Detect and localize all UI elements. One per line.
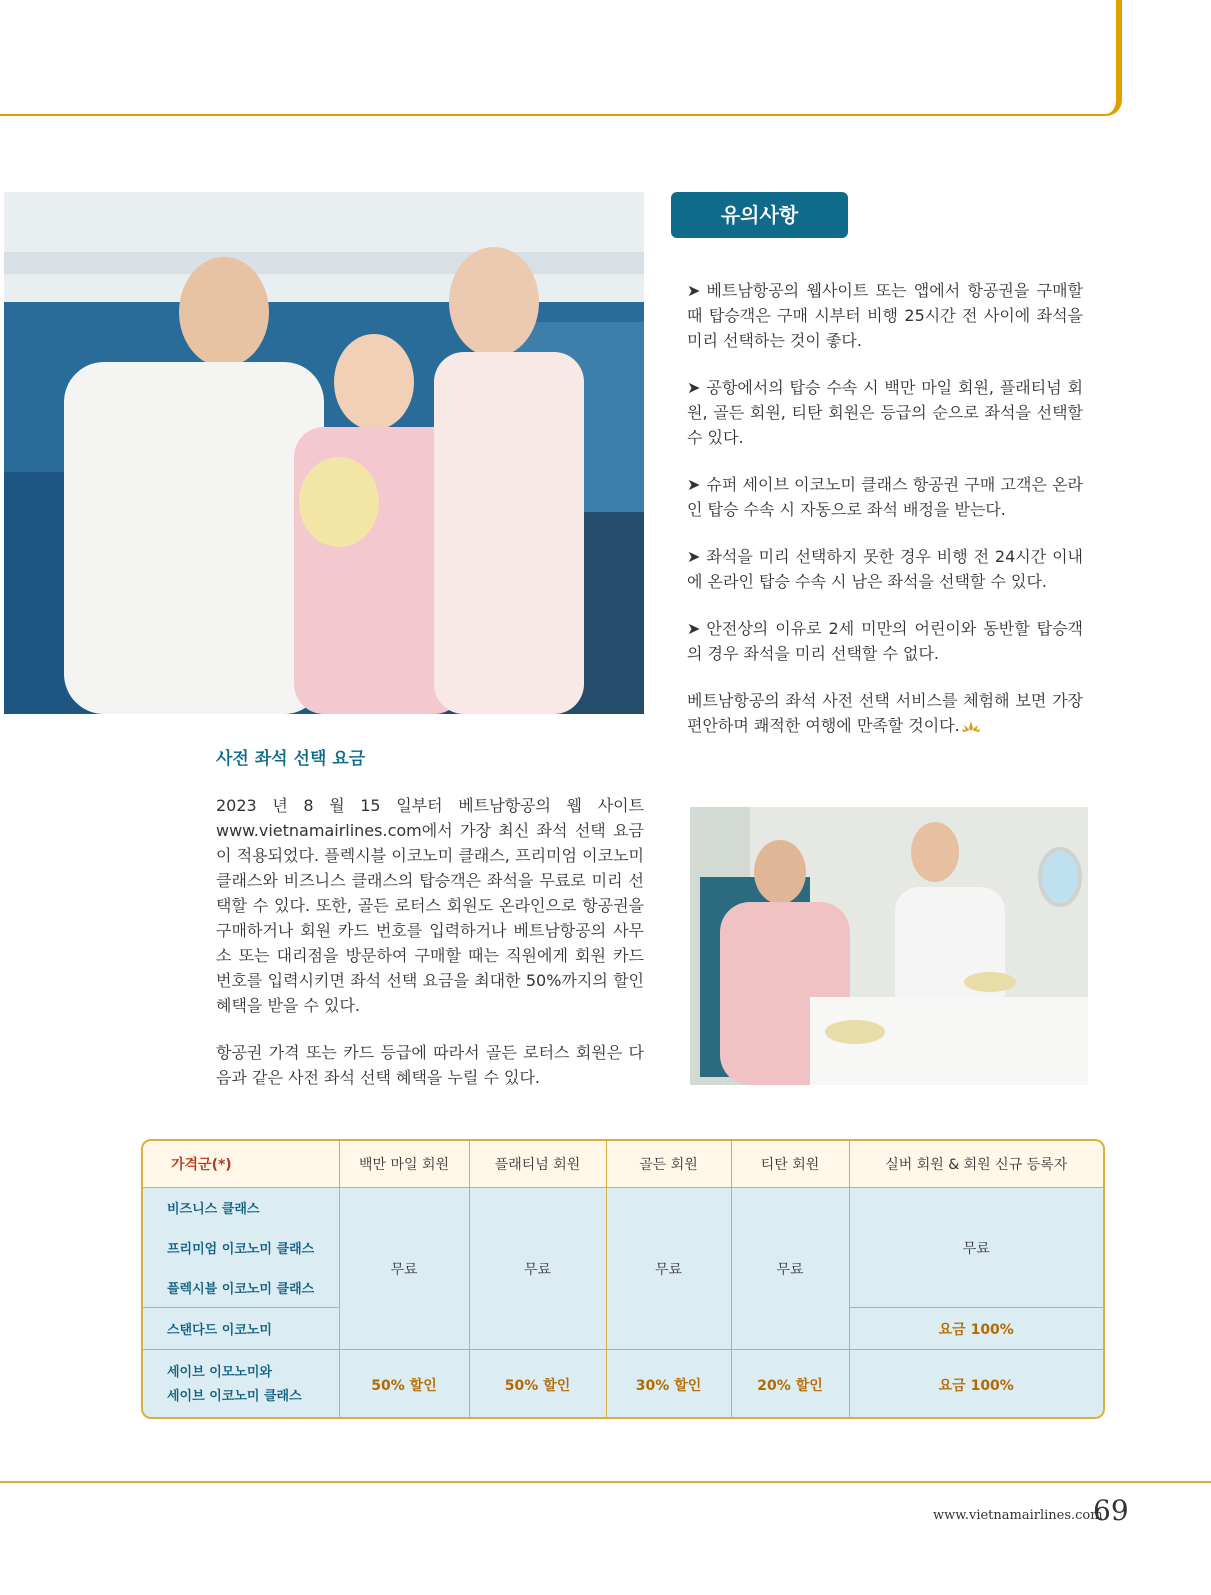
arrow-bullet-icon: ➤ xyxy=(687,378,701,397)
fee-body-text xyxy=(216,793,644,1112)
table-cell: 30% 할인 xyxy=(606,1350,731,1420)
column-header: 실버 회원 & 회원 신규 등록자 xyxy=(849,1141,1103,1188)
notice-item: ➤ 공항에서의 탑승 수속 시 백만 마일 회원, 플래티넘 회원, 골든 회원, 티탄 회원은 등급의 순으로 좌석을 선택할 수 있다. xyxy=(687,378,1083,447)
row-label: 프리미엄 이코노미 클래스 xyxy=(167,1242,315,1257)
row-label: 플렉시블 이코노미 클래스 xyxy=(167,1281,315,1297)
arrow-bullet-icon: ➤ xyxy=(687,547,701,566)
table-cell: 요금 100% xyxy=(849,1350,1103,1420)
notice-item: ➤ 슈퍼 세이브 이코노미 클래스 항공권 구매 고객은 온라인 탑승 수속 시 자동으로 좌석 배정을 받는다. xyxy=(687,475,1083,519)
column-header: 골든 회원 xyxy=(606,1141,731,1188)
table-cell: 20% 할인 xyxy=(731,1350,849,1420)
lotus-icon xyxy=(962,721,980,732)
notice-item: ➤ 안전상의 이유로 2세 미만의 어린이와 동반할 탑승객의 경우 좌석을 미리 선택할 수 없다. xyxy=(687,619,1083,663)
table-cell: 요금 100% xyxy=(849,1308,1103,1350)
closing-text: 베트남항공의 좌석 사전 선택 서비스를 체험해 보면 가장 편안하며 쾌적한 여행에 만족할 것이다. xyxy=(687,691,1083,735)
footer-divider xyxy=(0,1481,1211,1483)
row-label: 비즈니스 클래스 xyxy=(143,1188,339,1228)
family-cabin-photo xyxy=(4,192,644,714)
column-header: 티탄 회원 xyxy=(731,1141,849,1188)
arrow-bullet-icon: ➤ xyxy=(687,475,701,494)
column-header: 백만 마일 회원 xyxy=(339,1141,469,1188)
table-cell: 무료 xyxy=(606,1188,731,1350)
footer-website-link[interactable]: www.vietnamairlines.com xyxy=(933,1508,1103,1523)
row-label: 세이브 이모노미와 세이브 이코노미 클래스 xyxy=(143,1350,339,1420)
table-cell: 50% 할인 xyxy=(469,1350,606,1420)
table-cell: 무료 xyxy=(731,1188,849,1350)
seat-fee-table xyxy=(141,1139,1105,1419)
table-cell: 무료 xyxy=(339,1188,469,1350)
page-number: 69 xyxy=(1093,1494,1129,1527)
notice-title: 유의사항 xyxy=(671,192,848,238)
notice-item: ➤ 베트남항공의 웹사이트 또는 앱에서 항공권을 구매할 때 탑승객은 구매 시부터 비행 25시간 전 사이에 좌석을 미리 선택하는 것이 좋다. xyxy=(687,281,1083,350)
section-title: 사전 좌석 선택 요금 xyxy=(216,749,366,769)
table-corner-header: 가격군(*) xyxy=(143,1141,339,1188)
row-label: 스탠다드 이코노미 xyxy=(143,1308,339,1350)
table-cell: 무료 xyxy=(849,1188,1103,1308)
table-cell: 무료 xyxy=(469,1188,606,1350)
top-frame xyxy=(0,0,1122,116)
business-class-photo xyxy=(690,807,1088,1085)
column-header: 플래티넘 회원 xyxy=(469,1141,606,1188)
notice-list xyxy=(687,278,1083,760)
notice-item: ➤ 좌석을 미리 선택하지 못한 경우 비행 전 24시간 이내에 온라인 탑승 수속 시 남은 좌석을 선택할 수 있다. xyxy=(687,547,1083,591)
fee-paragraph: 2023 년 8 월 15 일부터 베트남항공의 웹 사이트 www.vietnamairlines.com에서 가장 최신 좌석 선택 요금이 적용되었다. 플렉시블 이코노미 클래스, 프리미엄 이코노미 클래스와 비즈니스 클래스의 탑승객은 좌석을 무료로 미리 선택할 수 있다. 또한, 골든 로터스 회원도 온라인으로 항공권을 구매하거나 회원 카드 번호를 입력하거나 베트남항공의 사무소 또는 대리점을 방문하여 구매할 때는 직원에게 회원 카드 번호를 입력시키면 좌석 선택 요금을 최대한 50%까지의 할인 혜택을 받을 수 있다. xyxy=(216,796,644,1015)
fee-paragraph: 항공권 가격 또는 카드 등급에 따라서 골든 로터스 회원은 다음과 같은 사전 좌석 선택 혜택을 누릴 수 있다. xyxy=(216,1043,644,1087)
arrow-bullet-icon: ➤ xyxy=(687,619,701,638)
arrow-bullet-icon: ➤ xyxy=(687,281,701,300)
table-cell: 50% 할인 xyxy=(339,1350,469,1420)
